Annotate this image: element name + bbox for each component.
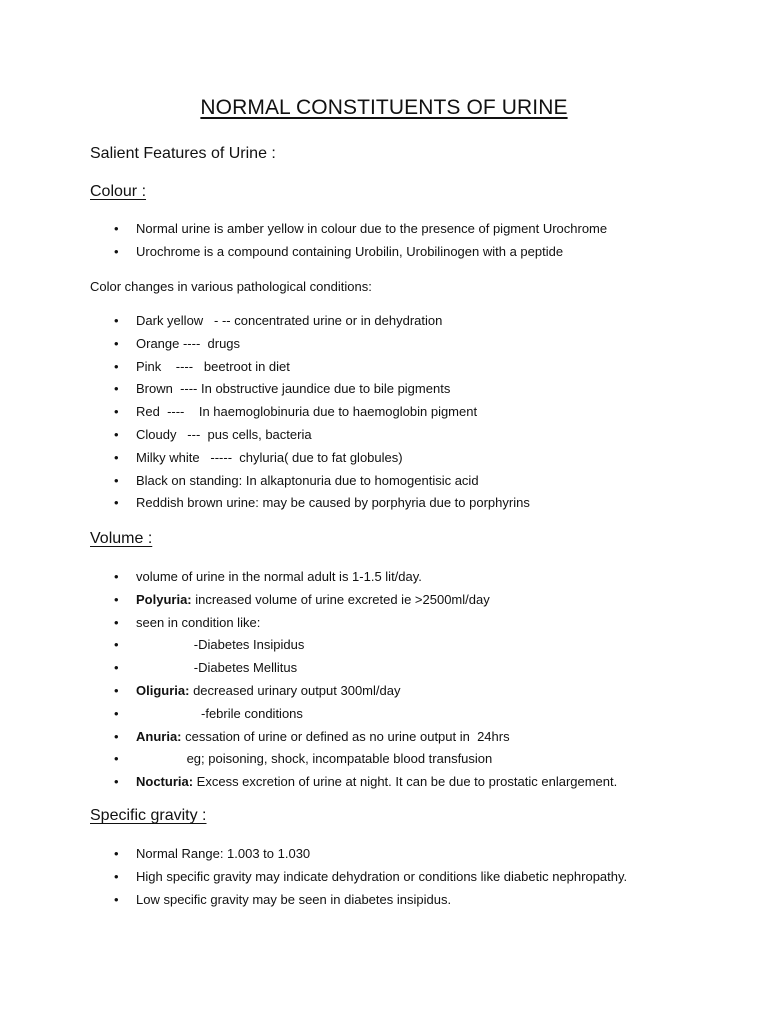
- bullet-icon: •: [114, 705, 119, 721]
- salient-features-heading: Salient Features of Urine :: [90, 145, 276, 162]
- bullet-icon: •: [114, 449, 119, 465]
- bullet-icon: •: [114, 614, 119, 630]
- bullet-icon: •: [114, 221, 119, 236]
- list-item-text: Milky white ----- chyluria( due to fat globules): [136, 449, 403, 465]
- bullet-icon: •: [114, 472, 119, 488]
- bullet-icon: •: [114, 313, 119, 328]
- bullet-icon: •: [114, 426, 119, 442]
- list-item-text: eg; poisoning, shock, incompatable blood transfusion: [136, 751, 493, 767]
- list-item-text: -febrile conditions: [136, 705, 303, 721]
- bullet-icon: •: [114, 774, 119, 790]
- list-item-text: Anuria: cessation of urine or defined as no urine output in 24hrs: [136, 728, 510, 744]
- list-item-text: Cloudy --- pus cells, bacteria: [136, 426, 312, 442]
- list-item-text: Nocturia: Excess excretion of urine at night. It can be due to prostatic enlargement.: [136, 774, 618, 790]
- bullet-icon: •: [114, 358, 119, 374]
- list-item-text: Normal urine is amber yellow in colour due to the presence of pigment Urochrome: [136, 221, 608, 236]
- specific-gravity-heading: Specific gravity :: [90, 807, 207, 824]
- bullet-icon: •: [114, 591, 119, 607]
- bullet-icon: •: [114, 495, 119, 511]
- page-title: NORMAL CONSTITUENTS OF URINE: [200, 96, 568, 119]
- list-item-text: Dark yellow - -- concentrated urine or in dehydration: [136, 313, 443, 328]
- list-item-text: Polyuria: increased volume of urine excreted ie >2500ml/day: [136, 591, 490, 607]
- list-item-text: Reddish brown urine: may be caused by porphyria due to porphyrins: [136, 495, 530, 511]
- list-item-text: -Diabetes Insipidus: [136, 637, 305, 653]
- list-item-text: Normal Range: 1.003 to 1.030: [136, 846, 311, 861]
- list-item-text: Red ---- In haemoglobinuria due to haemoglobin pigment: [136, 404, 478, 420]
- list-item-text: Orange ---- drugs: [136, 335, 241, 351]
- list-item-text: volume of urine in the normal adult is 1-1.5 lit/day.: [136, 569, 422, 584]
- bullet-icon: •: [114, 637, 119, 653]
- bullet-icon: •: [114, 846, 119, 861]
- bullet-icon: •: [114, 569, 119, 584]
- list-item-text: Oliguria: decreased urinary output 300ml/day: [136, 682, 401, 698]
- bullet-icon: •: [114, 404, 119, 420]
- bullet-icon: •: [114, 682, 119, 698]
- bullet-icon: •: [114, 335, 119, 351]
- color-changes-intro: Color changes in various pathological conditions:: [90, 279, 372, 294]
- bullet-icon: •: [114, 868, 119, 884]
- list-item-text: Black on standing: In alkaptonuria due to homogentisic acid: [136, 472, 479, 488]
- bullet-icon: •: [114, 660, 119, 676]
- colour-heading: Colour :: [90, 183, 147, 200]
- bullet-icon: •: [114, 381, 119, 397]
- list-item-text: seen in condition like:: [136, 614, 261, 630]
- bullet-icon: •: [114, 728, 119, 744]
- list-item-text: -Diabetes Mellitus: [136, 660, 298, 676]
- list-item-text: Pink ---- beetroot in diet: [136, 358, 290, 374]
- list-item-text: Urochrome is a compound containing Urobilin, Urobilinogen with a peptide: [136, 243, 564, 259]
- bullet-icon: •: [114, 243, 119, 259]
- list-item-text: Low specific gravity may be seen in diabetes insipidus.: [136, 891, 452, 907]
- bullet-icon: •: [114, 751, 119, 767]
- volume-heading: Volume :: [90, 530, 153, 547]
- list-item-text: High specific gravity may indicate dehydration or conditions like diabetic nephropathy.: [136, 868, 628, 884]
- list-item-text: Brown ---- In obstructive jaundice due to bile pigments: [136, 381, 451, 397]
- bullet-icon: •: [114, 891, 119, 907]
